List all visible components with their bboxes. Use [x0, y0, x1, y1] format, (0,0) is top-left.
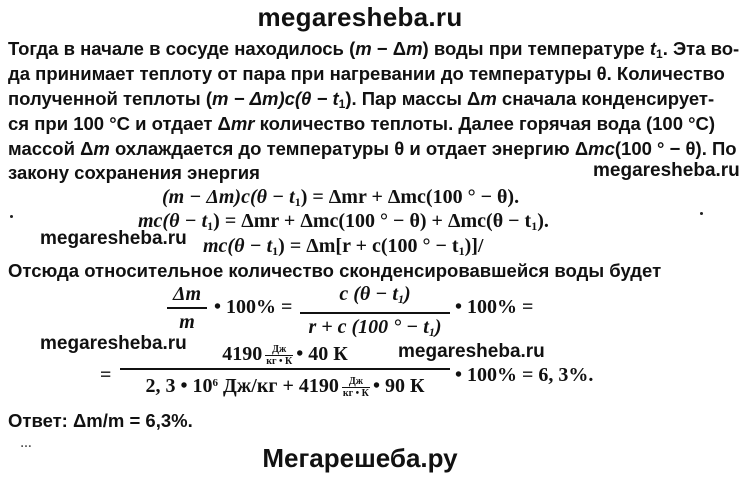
equation-3: $mc(\theta - t_1) = \Delta m[r + c(100$ ° − $t_1)]/$ — [203, 235, 484, 258]
percent-equals-1: • 100% = — [214, 296, 293, 318]
percent-equals-2: • 100% = — [455, 296, 534, 318]
fraction-numeric: 4190 Дж кг • К • 40 К 2, 3 • $10^6$ Дж/кг + 4190 Дж кг • К • 90 К — [120, 342, 450, 399]
answer-line: Ответ: Δm/m = 6,3%. — [8, 410, 193, 431]
watermark-mid-left: megaresheba.ru — [40, 333, 187, 354]
equation-2: $mc(\theta - t_1) = \Delta mr + \Delta mc(100$ ° − $\theta) + \Delta mc(\theta - t_1)$. — [138, 210, 549, 233]
fraction-c-theta: c $(\theta - t_1)$ r + c (100 ° − $t_1$) — [300, 282, 450, 344]
text-line-3: полученной теплоты $(m - \Delta m)c(\theta - t_1)$. Пар массы Δm сначала конденсирует- — [8, 88, 715, 111]
text-line-1: Тогда в начале в сосуде находилось (m − Δm) воды при температуре $t_1$. Эта во- — [8, 38, 740, 61]
watermark-top: megaresheba.ru — [257, 2, 463, 32]
text-line-7: Отсюда относительное количество сконденсировавшейся воды будет — [8, 260, 662, 281]
text-line-6: закону сохранения энергия — [8, 162, 260, 183]
fraction-dm-over-m: Δm m — [167, 282, 207, 334]
text-line-5: массой Δm охлаждается до температуры θ и отдает энергию Δmc(100 ° − θ). По — [8, 138, 737, 159]
speck — [10, 215, 13, 218]
watermark-right: megaresheba.ru — [593, 160, 740, 181]
text-line-2: да принимает теплоту от пара при нагревании до температуры θ. Количество — [8, 63, 725, 84]
unit-fraction-j-per-kgk: Дж кг • К — [266, 343, 293, 367]
watermark-mid-right: megaresheba.ru — [398, 341, 545, 362]
watermark-bottom: Мегарешеба.ру — [262, 443, 458, 473]
result-percent: • 100% = 6, 3%. — [455, 364, 594, 386]
equals-sign: = — [100, 364, 112, 386]
unit-fraction-j-per-kgk-2: Дж кг • К — [342, 375, 369, 399]
cut-off-line: … — [20, 436, 32, 450]
equation-1: $(m - \Delta m)c(\theta - t_1) = \Delta mr + \Delta mc(100$ ° − θ). — [162, 186, 520, 209]
text-line-4: ся при 100 °С и отдает Δmr количество теплоты. Далее горячая вода (100 °С) — [8, 113, 716, 134]
speck — [700, 212, 703, 215]
watermark-left: megaresheba.ru — [40, 228, 187, 249]
